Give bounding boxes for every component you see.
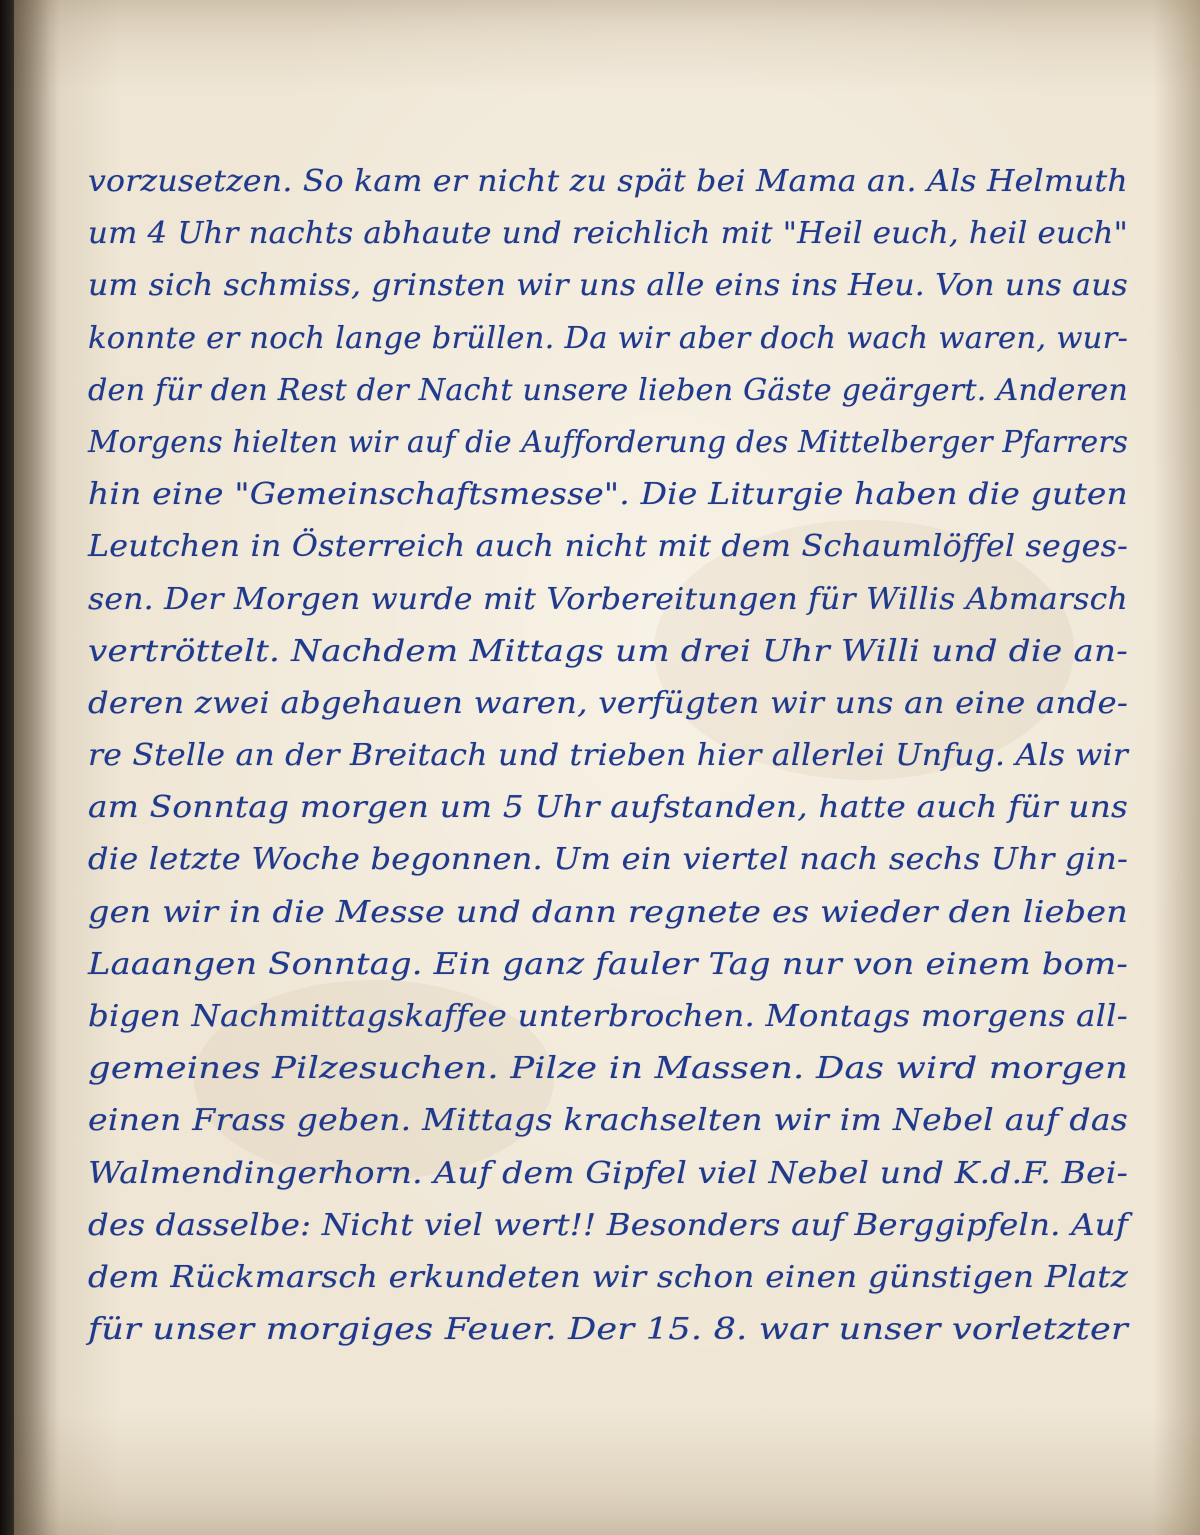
text-line: den für den Rest der Nacht unsere lieben Gäste geärgert. Anderen (88, 372, 1129, 408)
text-line: Leutchen in Österreich auch nicht mit dem Schaumlöffel seges- (88, 529, 1129, 565)
text-line: die letzte Woche begonnen. Um ein viertel nach sechs Uhr gin- (88, 842, 1129, 878)
text-line: um 4 Uhr nachts abhaute und reichlich mit "Heil euch, heil euch" (88, 216, 1129, 252)
text-line: deren zwei abgehauen waren, verfügten wir uns an eine ande- (88, 685, 1128, 721)
text-line: sen. Der Morgen wurde mit Vorbereitungen für Willis Abmarsch (88, 581, 1128, 617)
text-line: bigen Nachmittagskaffee unterbrochen. Montags morgens all- (88, 999, 1128, 1034)
text-line: um sich schmiss, grinsten wir uns alle eins ins Heu. Von uns aus (88, 268, 1128, 304)
text-line: am Sonntag morgen um 5 Uhr aufstanden, hatte auch für uns (88, 790, 1129, 826)
text-line: Morgens hielten wir auf die Aufforderung des Mittelberger Pfarrers (88, 424, 1129, 460)
text-line: vertröttelt. Nachdem Mittags um drei Uhr Willi und die an- (88, 633, 1128, 669)
text-line: einen Frass geben. Mittags krachselten wir im Nebel auf das (88, 1103, 1129, 1139)
text-line: hin eine "Gemeinschaftsmesse". Die Liturgie haben die guten (88, 477, 1128, 513)
text-line: des dasselbe: Nicht viel wert!! Besonders auf Berggipfeln. Auf (88, 1207, 1129, 1243)
text-line: vorzusetzen. So kam er nicht zu spät bei Mama an. Als Helmuth (88, 164, 1128, 199)
handwritten-page (14, 0, 1200, 1535)
text-line: gen wir in die Messe und dann regnete es wieder den lieben (88, 894, 1128, 930)
page-gutter-shadow (14, 0, 60, 1535)
text-line: für unser morgiges Feuer. Der 15. 8. war unser vorletzter (88, 1312, 1128, 1348)
text-line: re Stelle an der Breitach und trieben hier allerlei Unfug. Als wir (88, 738, 1128, 774)
text-line: dem Rückmarsch erkundeten wir schon einen günstigen Platz (88, 1259, 1129, 1295)
text-line: Laaangen Sonntag. Ein ganz fauler Tag nur von einem bom- (88, 946, 1128, 982)
text-line: konnte er noch lange brüllen. Da wir aber doch wach waren, wur- (88, 320, 1129, 356)
text-line: Walmendingerhorn. Auf dem Gipfel viel Nebel und K.d.F. Bei- (88, 1155, 1129, 1191)
text-line: gemeines Pilzesuchen. Pilze in Massen. Das wird morgen (88, 1051, 1129, 1087)
handwritten-text-block (88, 156, 1128, 1356)
